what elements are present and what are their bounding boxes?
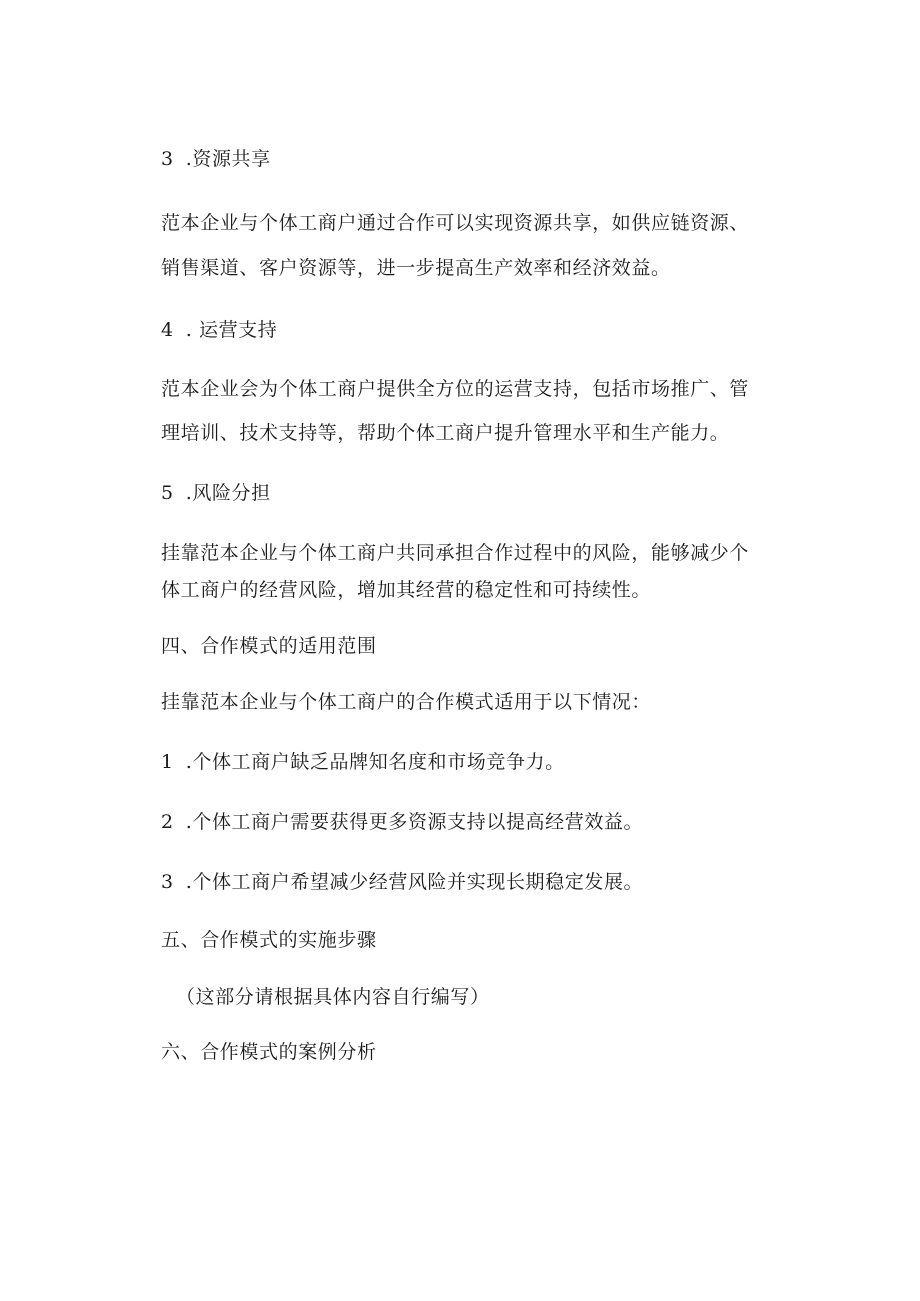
paragraph-line: 范本企业与个体工商户通过合作可以实现资源共享，如供应链资源、 (161, 212, 750, 234)
chapter-heading-5: 五、合作模式的实施步骤 (161, 929, 377, 951)
section-heading-4 (161, 318, 277, 342)
paragraph-line: 销售渠道、客户资源等，进一步提高生产效率和经济效益。 (161, 257, 671, 279)
chapter-heading-6: 六、合作模式的案例分析 (161, 1041, 377, 1063)
list-item (161, 870, 643, 894)
paragraph-line: 体工商户的经营风险，增加其经营的稳定性和可持续性。 (161, 579, 652, 601)
list-number: 3 (161, 871, 174, 893)
section-heading-5 (161, 481, 271, 505)
paragraph-line: 范本企业会为个体工商户提供全方位的运营支持，包括市场推广、管 (161, 378, 750, 400)
section-title: .资源共享 (185, 148, 271, 170)
paragraph-line: 挂靠范本企业与个体工商户的合作模式适用于以下情况： (161, 691, 652, 713)
list-number: 1 (161, 751, 174, 773)
section-number: 4 (161, 319, 174, 341)
placeholder-note: （这部分请根据具体内容自行编写） (176, 986, 490, 1008)
list-text: .个体工商户缺乏品牌知名度和市场竞争力。 (185, 751, 565, 773)
paragraph-line: 理培训、技术支持等，帮助个体工商户提升管理水平和生产能力。 (161, 422, 730, 444)
list-item (161, 750, 565, 774)
section-number: 3 (161, 148, 174, 170)
section-heading-3 (161, 147, 271, 171)
chapter-heading-4: 四、合作模式的适用范围 (161, 635, 377, 657)
paragraph-line: 挂靠范本企业与个体工商户共同承担合作过程中的风险，能够减少个 (161, 542, 750, 564)
list-number: 2 (161, 811, 174, 833)
list-text: .个体工商户希望减少经营风险并实现长期稳定发展。 (185, 871, 644, 893)
list-text: .个体工商户需要获得更多资源支持以提高经营效益。 (185, 811, 644, 833)
section-number: 5 (161, 482, 174, 504)
section-title: .风险分担 (185, 482, 271, 504)
list-item (161, 810, 643, 834)
section-title: . 运营支持 (185, 319, 278, 341)
